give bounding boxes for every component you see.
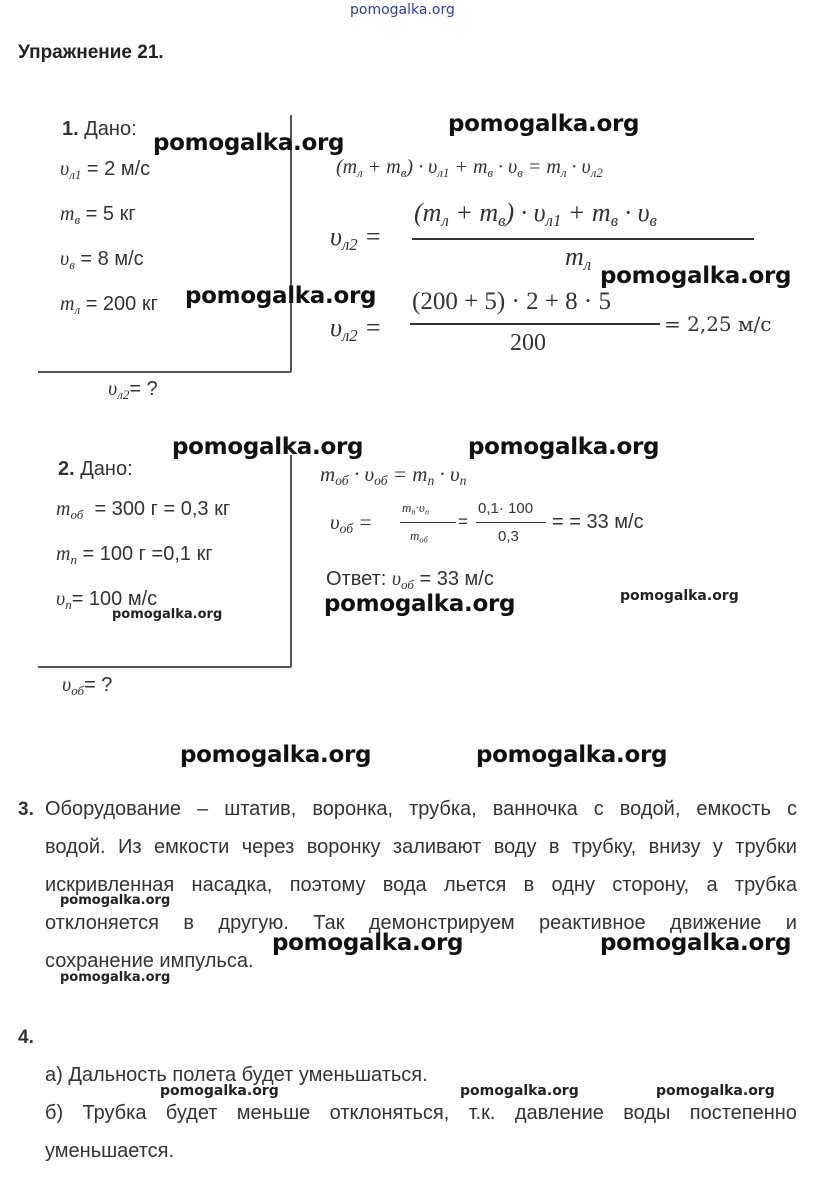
task1-equation-2-denominator: $m_л$: [565, 242, 592, 275]
word: у: [712, 836, 723, 858]
task4-number: 4.: [18, 1027, 34, 1048]
word: демонстрируем: [368, 912, 515, 934]
word: с: [786, 798, 797, 820]
word: через: [241, 836, 295, 858]
word: одну: [551, 874, 595, 896]
task1-equation-3-denominator: 200: [510, 330, 546, 356]
task1-given-label: Дано:: [84, 118, 137, 140]
watermark: pomogalka.org: [476, 742, 668, 768]
task1-equation-1: $(m_л + m_в) \cdot \upsilon_{л1} + m_в \cdot \upsilon_в = m_л \cdot \upsilon_{л2}$: [336, 156, 603, 180]
task2-find: $\upsilon_{об}=$ ?: [62, 674, 113, 698]
word: воронку: [306, 836, 381, 858]
task1-header: [62, 118, 137, 141]
word: Оборудование: [45, 798, 182, 820]
task2-given-vline: [290, 455, 292, 667]
word: Трубка: [82, 1102, 147, 1124]
watermark: pomogalka.org: [180, 742, 372, 768]
word: трубки: [735, 836, 797, 858]
task2-equation-2-mid: =: [458, 512, 468, 531]
word: емкость: [696, 798, 771, 820]
word: сохранение импульса.: [45, 950, 254, 972]
word: емкости: [154, 836, 230, 858]
task1-fraction-bar-2: [410, 323, 660, 325]
task1-fraction-bar-1: [412, 238, 754, 240]
word: меньше: [236, 1102, 311, 1124]
task4-item-a: а) Дальность полета будет уменьшаться.: [45, 1064, 428, 1086]
task1-find: $\upsilon_{л2}=$ ?: [108, 378, 158, 402]
word: вода: [382, 874, 427, 896]
task2-given-m-p: $m_п = 100$ г =0,1 кг: [56, 543, 213, 567]
task2-equation-2-den: $m_{об}$: [410, 528, 428, 545]
watermark: pomogalka.org: [172, 434, 364, 460]
task3-number: 3.: [18, 799, 34, 820]
word: другую.: [218, 912, 289, 934]
watermark: pomogalka.org: [112, 607, 223, 622]
word: воды: [623, 1102, 671, 1124]
word: будет: [165, 1102, 218, 1124]
task4-item-b-line-2: уменьшается.: [45, 1140, 175, 1162]
task2-equation-2-result: = = 33 м/с: [552, 511, 644, 533]
word: реактивное: [539, 912, 646, 934]
watermark: pomogalka.org: [448, 111, 640, 137]
watermark: pomogalka.org: [468, 434, 660, 460]
task2-equation-2-lhs: $\upsilon_{об}$ =: [330, 510, 373, 537]
task1-given-v-l1: $\upsilon_{л1} = 2$ м/с: [60, 158, 151, 182]
word: искривленная: [45, 874, 175, 896]
word: с: [593, 798, 604, 820]
watermark: pomogalka.org: [656, 1083, 775, 1099]
word: трубка,: [409, 798, 477, 820]
watermark: pomogalka.org: [272, 930, 464, 956]
watermark: pomogalka.org: [620, 588, 739, 604]
word: в: [548, 836, 560, 858]
task2-equation-1: $m_{об} \cdot \upsilon_{об} = m_п \cdot \upsilon_п$: [320, 462, 467, 489]
task1-number: 1.: [62, 118, 79, 140]
word: а: [706, 874, 718, 896]
word: Так: [313, 912, 345, 934]
task1-equation-3-lhs: $\upsilon_{л2}$ =: [330, 313, 382, 346]
task2-equation-2-num2: 0,1· 100: [478, 500, 534, 517]
word: в: [523, 874, 535, 896]
word: –: [197, 798, 209, 820]
word: движение: [670, 912, 762, 934]
word: льется: [443, 874, 507, 896]
task4-item-b: [45, 1094, 797, 1170]
task1-equation-3-result: = 2,25 м/с: [664, 312, 772, 336]
watermark: pomogalka.org: [600, 930, 792, 956]
task2-equation-2-den2: 0,3: [498, 528, 519, 545]
watermark: pomogalka.org: [153, 130, 345, 156]
watermark: pomogalka.org: [160, 1083, 279, 1099]
word: ванночка: [492, 798, 578, 820]
task1-given-m-l: $m_л = 200$ кг: [60, 293, 158, 317]
word: насадка,: [191, 874, 273, 896]
task1-given-hline: [38, 371, 291, 373]
task4-item-b-line-1: [45, 1094, 797, 1132]
task3-line-2: [45, 828, 797, 866]
task2-given-hline: [38, 666, 291, 668]
word: воронка,: [312, 798, 394, 820]
word: отклоняется: [45, 912, 159, 934]
watermark: pomogalka.org: [460, 1083, 579, 1099]
watermark: pomogalka.org: [60, 893, 171, 908]
task2-number: 2.: [58, 458, 75, 480]
task2-given-m-ob: $m_{об} = 300$ г = 0,3 кг: [56, 498, 231, 522]
word: трубка: [734, 874, 797, 896]
word: сторону,: [612, 874, 690, 896]
task1-given-v-v: $\upsilon_в = 8$ м/с: [60, 248, 144, 272]
word: водой,: [619, 798, 681, 820]
word: в: [183, 912, 194, 934]
word: поэтому: [289, 874, 366, 896]
word: давление: [514, 1102, 604, 1124]
task2-fraction-bar-1: [400, 522, 456, 523]
task2-equation-2-num: $m_п\cdot\upsilon_п$: [402, 500, 430, 517]
word: Из: [118, 836, 142, 858]
word: трубку,: [571, 836, 637, 858]
task1-equation-3-numerator: (200 + 5) · 2 + 8 · 5: [412, 288, 611, 315]
word: отклоняться,: [329, 1102, 450, 1124]
task2-fraction-bar-2: [476, 522, 546, 523]
task1-given-m-v: $m_в = 5$ кг: [60, 203, 136, 227]
word: и: [785, 912, 797, 934]
word: воду: [493, 836, 537, 858]
word: водой.: [45, 836, 106, 858]
word: заливают: [392, 836, 482, 858]
word: постепенно: [689, 1102, 797, 1124]
word: внизу: [648, 836, 701, 858]
task2-given-label: Дано:: [80, 458, 133, 480]
word: штатив,: [224, 798, 297, 820]
exercise-title: Упражнение 21.: [18, 42, 164, 63]
task2-header: [58, 458, 133, 481]
watermark: pomogalka.org: [324, 591, 516, 617]
task1-equation-2-lhs: $\upsilon_{л2}$ =: [330, 222, 382, 255]
watermark: pomogalka.org: [600, 263, 792, 289]
word: т.к.: [468, 1102, 496, 1124]
task3-line-1: [45, 790, 797, 828]
watermark-top: pomogalka.org: [350, 2, 455, 18]
watermark: pomogalka.org: [60, 970, 171, 985]
watermark: pomogalka.org: [185, 283, 377, 309]
word: б): [45, 1102, 64, 1124]
task1-equation-2-numerator: $(m_л + m_в) \cdot \upsilon_{л1} + m_в \cdot \upsilon_в$: [414, 198, 657, 231]
task2-answer: Ответ: $\upsilon_{об} = 33$ м/с: [326, 568, 494, 592]
task2-given-v-p: $\upsilon_п= 100$ м/с: [56, 588, 158, 612]
